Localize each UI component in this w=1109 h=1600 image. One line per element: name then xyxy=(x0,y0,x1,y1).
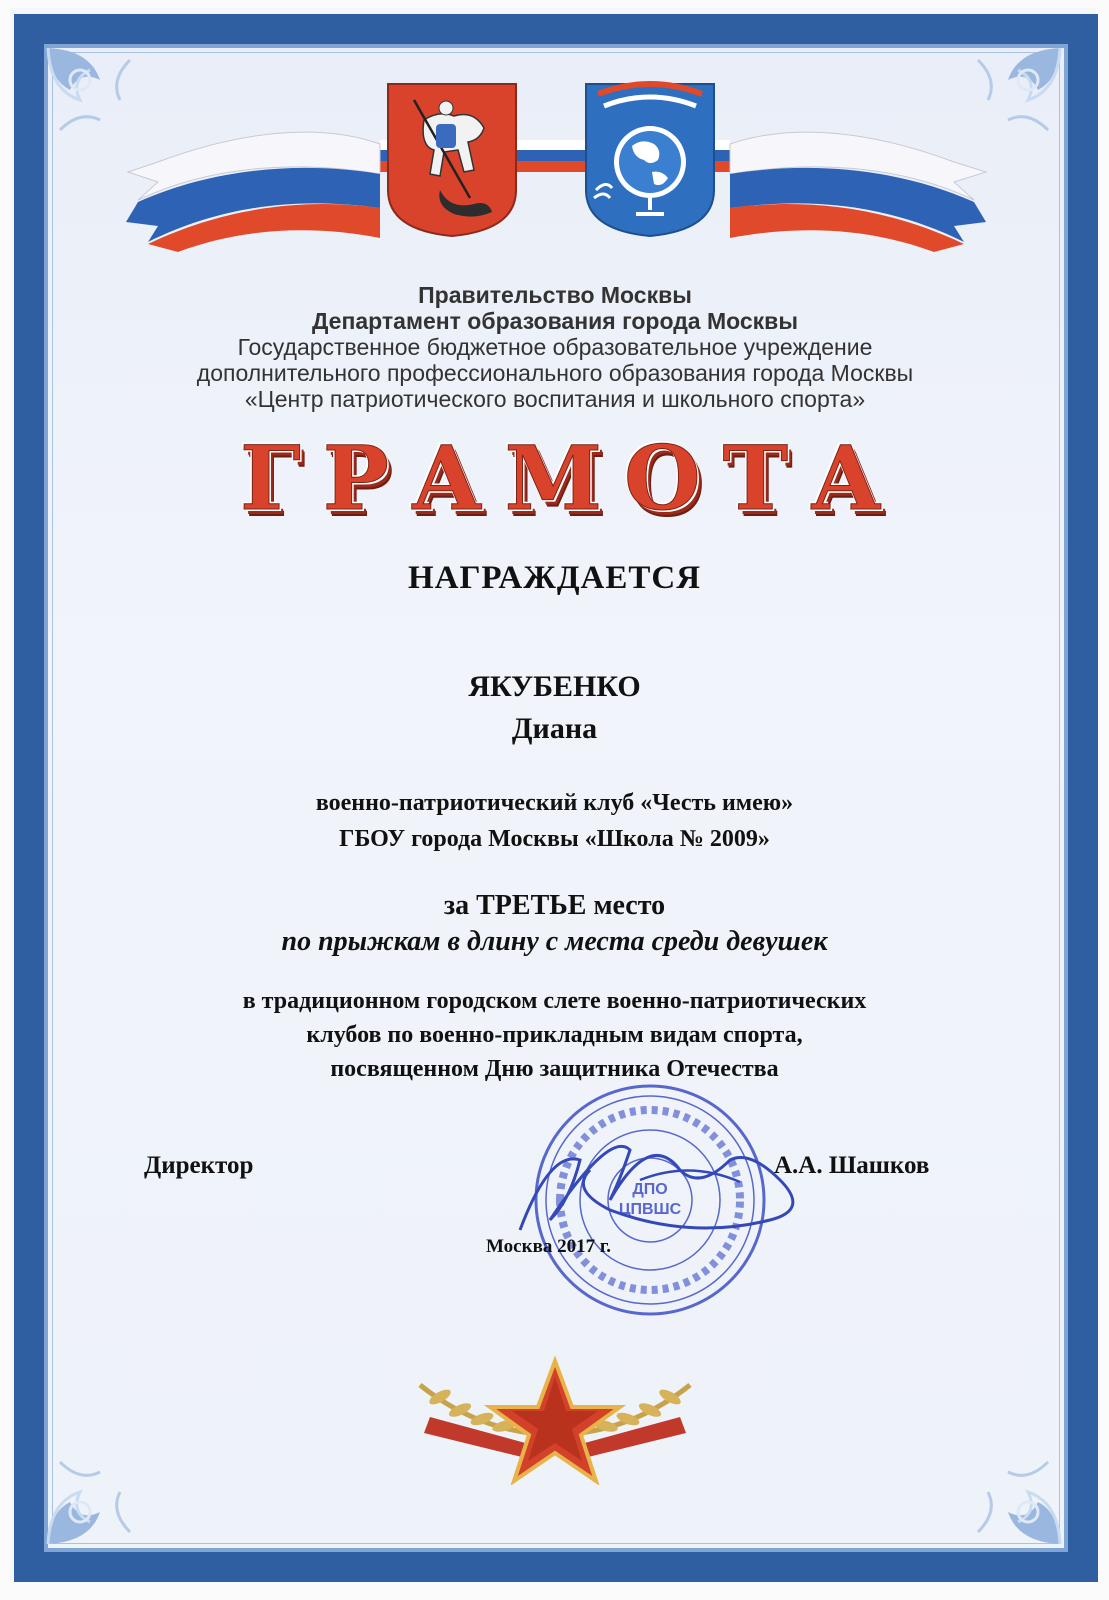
school-line: ГБОУ города Москвы «Школа № 2009» xyxy=(339,826,770,852)
moscow-coat-of-arms-icon xyxy=(384,80,520,240)
event-line-3: посвященном Дню защитника Отечества xyxy=(330,1056,779,1082)
institution-line-3: «Центр патриотического воспитания и школьного спорта» xyxy=(244,386,866,412)
department-line: Департамент образования города Москвы xyxy=(312,308,798,334)
discipline-line: по прыжкам в длину с места среди девушек xyxy=(281,926,828,957)
corner-ornament-icon xyxy=(40,1442,150,1552)
club-line: военно-патриотический клуб «Честь имею» xyxy=(315,790,794,816)
tricolor-ribbon-right xyxy=(724,122,994,262)
awarded-heading: НАГРАЖДАЕТСЯ xyxy=(407,560,702,596)
institution-line-1: Государственное бюджетное образовательное учреждение xyxy=(237,334,873,360)
recipient-surname: ЯКУБЕНКО xyxy=(468,670,641,703)
signatory-name: А.А. Шашков xyxy=(774,1152,930,1179)
certificate-title: ГРАМОТА xyxy=(240,426,904,530)
institution-line-2: дополнительного профессионального образования города Москвы xyxy=(196,360,914,386)
event-line-1: в традиционном городском слете военно-патриотических xyxy=(242,988,867,1014)
signatory-position: Директор xyxy=(144,1152,254,1179)
issuer-header xyxy=(120,282,990,412)
government-line: Правительство Москвы xyxy=(418,282,692,308)
event-line-2: клубов по военно-прикладным видам спорта, xyxy=(306,1022,803,1048)
corner-ornament-icon xyxy=(958,1442,1068,1552)
star-laurel-icon xyxy=(400,1355,710,1485)
city-and-year: Москва 2017 г. xyxy=(486,1236,612,1257)
recipient-first-name: Диана xyxy=(511,712,598,745)
tricolor-ribbon-left xyxy=(118,122,386,262)
place-line: за ТРЕТЬЕ место xyxy=(443,890,666,921)
stamp-center-line-2: ЦПВШС xyxy=(618,1201,682,1218)
education-department-logo-icon xyxy=(582,80,718,240)
stamp-center-line-1: ДПО xyxy=(632,1181,668,1198)
